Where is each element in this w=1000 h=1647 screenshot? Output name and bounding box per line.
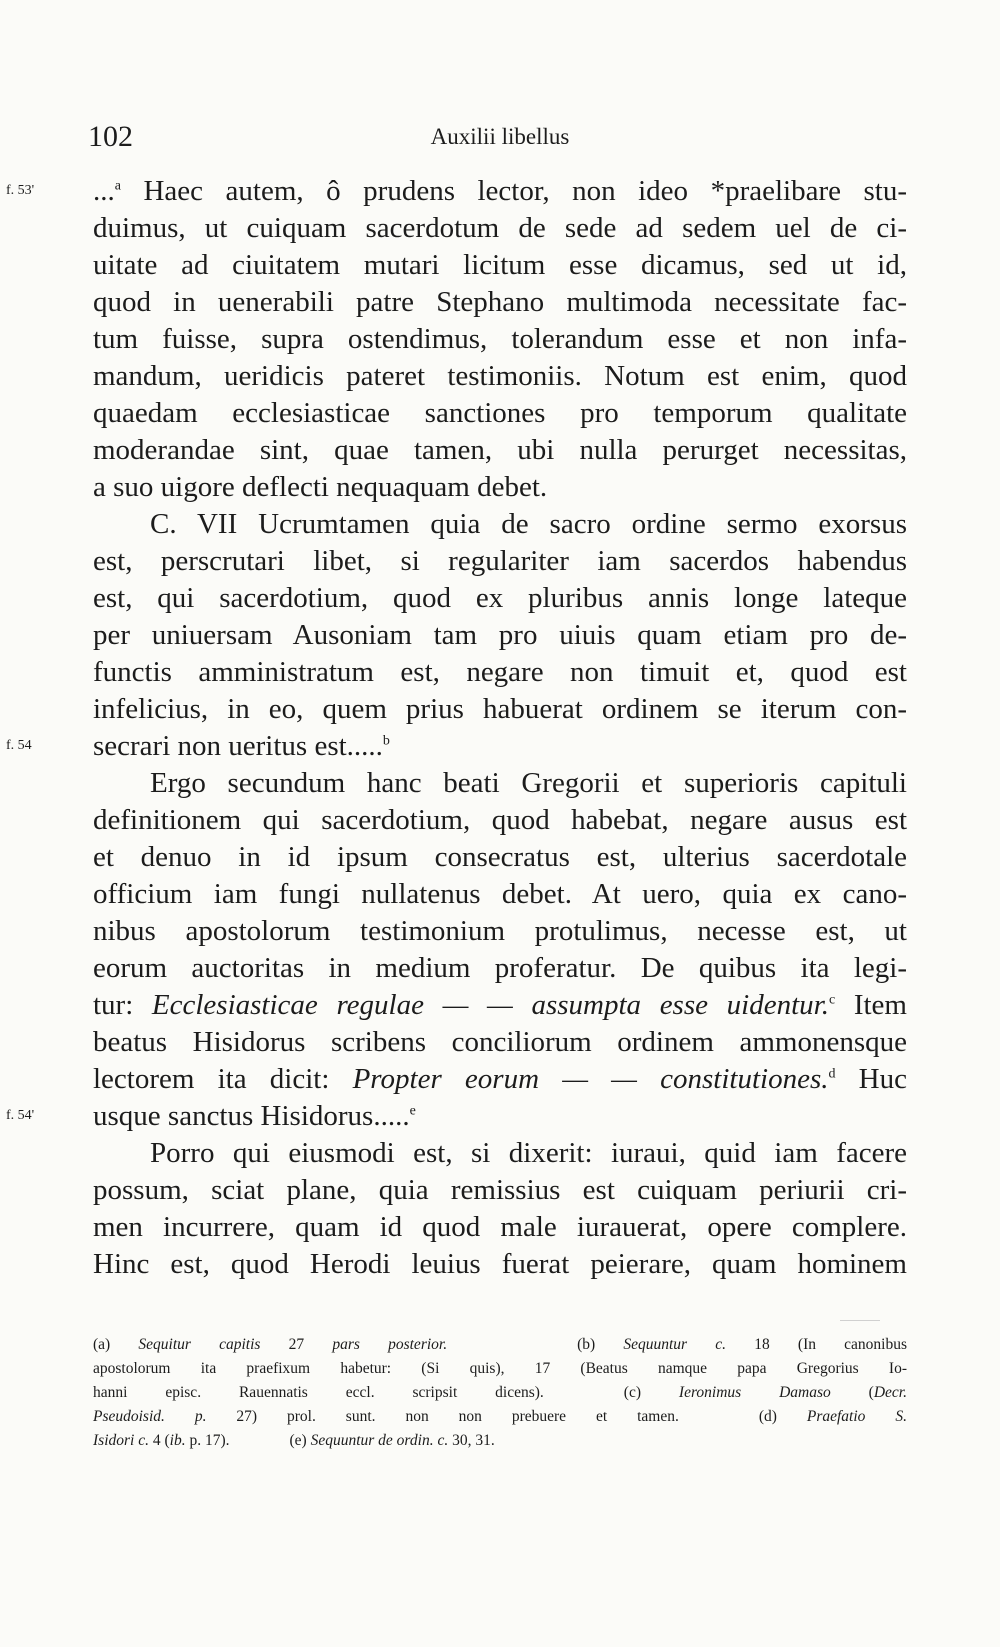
text-line: definitionem qui sacerdotium, quod habebat, negare ausus est <box>93 804 907 836</box>
text-line: duimus, ut cuiquam sacerdotum de sede ad sedem uel de ci- <box>93 212 907 244</box>
text-line: moderandae sint, quae tamen, ubi nulla perurget necessitas, <box>93 434 907 466</box>
text-line: beatus Hisidorus scribens conciliorum ordinem ammonensque <box>93 1026 907 1058</box>
folio-marker: f. 53' <box>6 183 35 198</box>
text-line: per uniuersam Ausoniam tam pro uiuis quam etiam pro de- <box>93 619 907 651</box>
text-line: ...$^a$ Haec autem, ô prudens lector, non ideo *praelibare stu- <box>93 175 907 207</box>
quotation: Ecclesiasticae regulae — — assumpta esse uidentur. <box>151 989 829 1021</box>
text-line: est, qui sacerdotium, quod ex pluribus annis longe lateque <box>93 582 907 614</box>
page-number: 102 <box>88 120 133 153</box>
text-line: infelicius, in eo, quem prius habuerat ordinem se iterum con- <box>93 693 907 725</box>
text-line: nibus apostolorum testimonium protulimus, necesse est, ut <box>93 915 907 947</box>
folio-marker: f. 54 <box>6 738 32 753</box>
text-line: mandum, ueridicis pateret testimoniis. Notum est enim, quod <box>93 360 907 392</box>
text-line: lectorem ita dicit: Propter eorum — — constitutiones.$^d$ Huc <box>93 1063 907 1095</box>
text-line: tum fuisse, supra ostendimus, tolerandum esse et non infa- <box>93 323 907 355</box>
footnote-ref: c <box>828 992 836 1008</box>
text-line: quaedam ecclesiasticae sanctiones pro temporum qualitate <box>93 397 907 429</box>
text-line: eorum auctoritas in medium proferatur. De quibus ita legi- <box>93 952 907 984</box>
text-line: uitate ad ciuitatem mutari licitum esse dicamus, sed ut id, <box>93 249 907 281</box>
text-line: functis amministratum est, negare non timuit et, quod est <box>93 656 907 688</box>
footnote-line: Pseudoisid. p. 27) prol. sunt. non non prebuere et tamen. (d) Praefatio S. <box>93 1408 907 1425</box>
page-header <box>88 120 912 156</box>
footnote-ref: d <box>828 1066 836 1082</box>
footnote-ref: a <box>114 178 121 194</box>
folio-marker: f. 54' <box>6 1108 35 1123</box>
footnote-divider <box>840 1320 880 1321</box>
text-line: officium iam fungi nullatenus debet. At uero, quia ex cano- <box>93 878 907 910</box>
text-line: possum, sciat plane, quia remissius est cuiquam periurii cri- <box>93 1174 907 1206</box>
footnote-line: Isidori c. 4 (ib. p. 17). (e) Sequuntur de ordin. c. 30, 31. <box>93 1432 495 1449</box>
footnote-line: hanni episc. Rauennatis eccl. scripsit dicens). (c) Ieronimus Damaso (Decr. <box>93 1384 907 1401</box>
paragraph-start: Ergo secundum hanc beati Gregorii et superioris capituli <box>150 767 907 799</box>
text-line: secrari non ueritus est.....$^b$ <box>93 730 390 762</box>
footnote-line: apostolorum ita praefixum habetur: (Si quis), 17 (Beatus namque papa Gregorius Io- <box>93 1360 907 1377</box>
text-line: Hinc est, quod Herodi leuius fuerat peierare, quam hominem <box>93 1248 907 1280</box>
footnote-ref: e <box>409 1103 416 1119</box>
text-line: usque sanctus Hisidorus.....$^e$ <box>93 1100 416 1132</box>
text-line: et denuo in id ipsum consecratus est, ulterius sacerdotale <box>93 841 907 873</box>
text-line: quod in uenerabili patre Stephano multimoda necessitate fac- <box>93 286 907 318</box>
chapter-line: C. VII Ucrumtamen quia de sacro ordine sermo exorsus <box>150 508 907 540</box>
text-line: est, perscrutari libet, si regulariter iam sacerdos habendus <box>93 545 907 577</box>
text-line: tur: Ecclesiasticae regulae — — assumpta esse uidentur.$^c$ Item <box>93 989 907 1021</box>
footnote-ref: b <box>382 733 390 749</box>
quotation: Propter eorum — — constitutiones. <box>352 1063 829 1095</box>
running-head: Auxilii libellus <box>430 124 570 149</box>
footnote-line: (a) Sequitur capitis 27 pars posterior. (b) Sequuntur c. 18 (In canonibus <box>93 1336 908 1353</box>
text-line: men incurrere, quam id quod male iurauerat, opere complere. <box>93 1211 907 1243</box>
paragraph-start: Porro qui eiusmodi est, si dixerit: iuraui, quid iam facere <box>150 1137 907 1169</box>
text-line: a suo uigore deflecti nequaquam debet. <box>93 471 548 503</box>
